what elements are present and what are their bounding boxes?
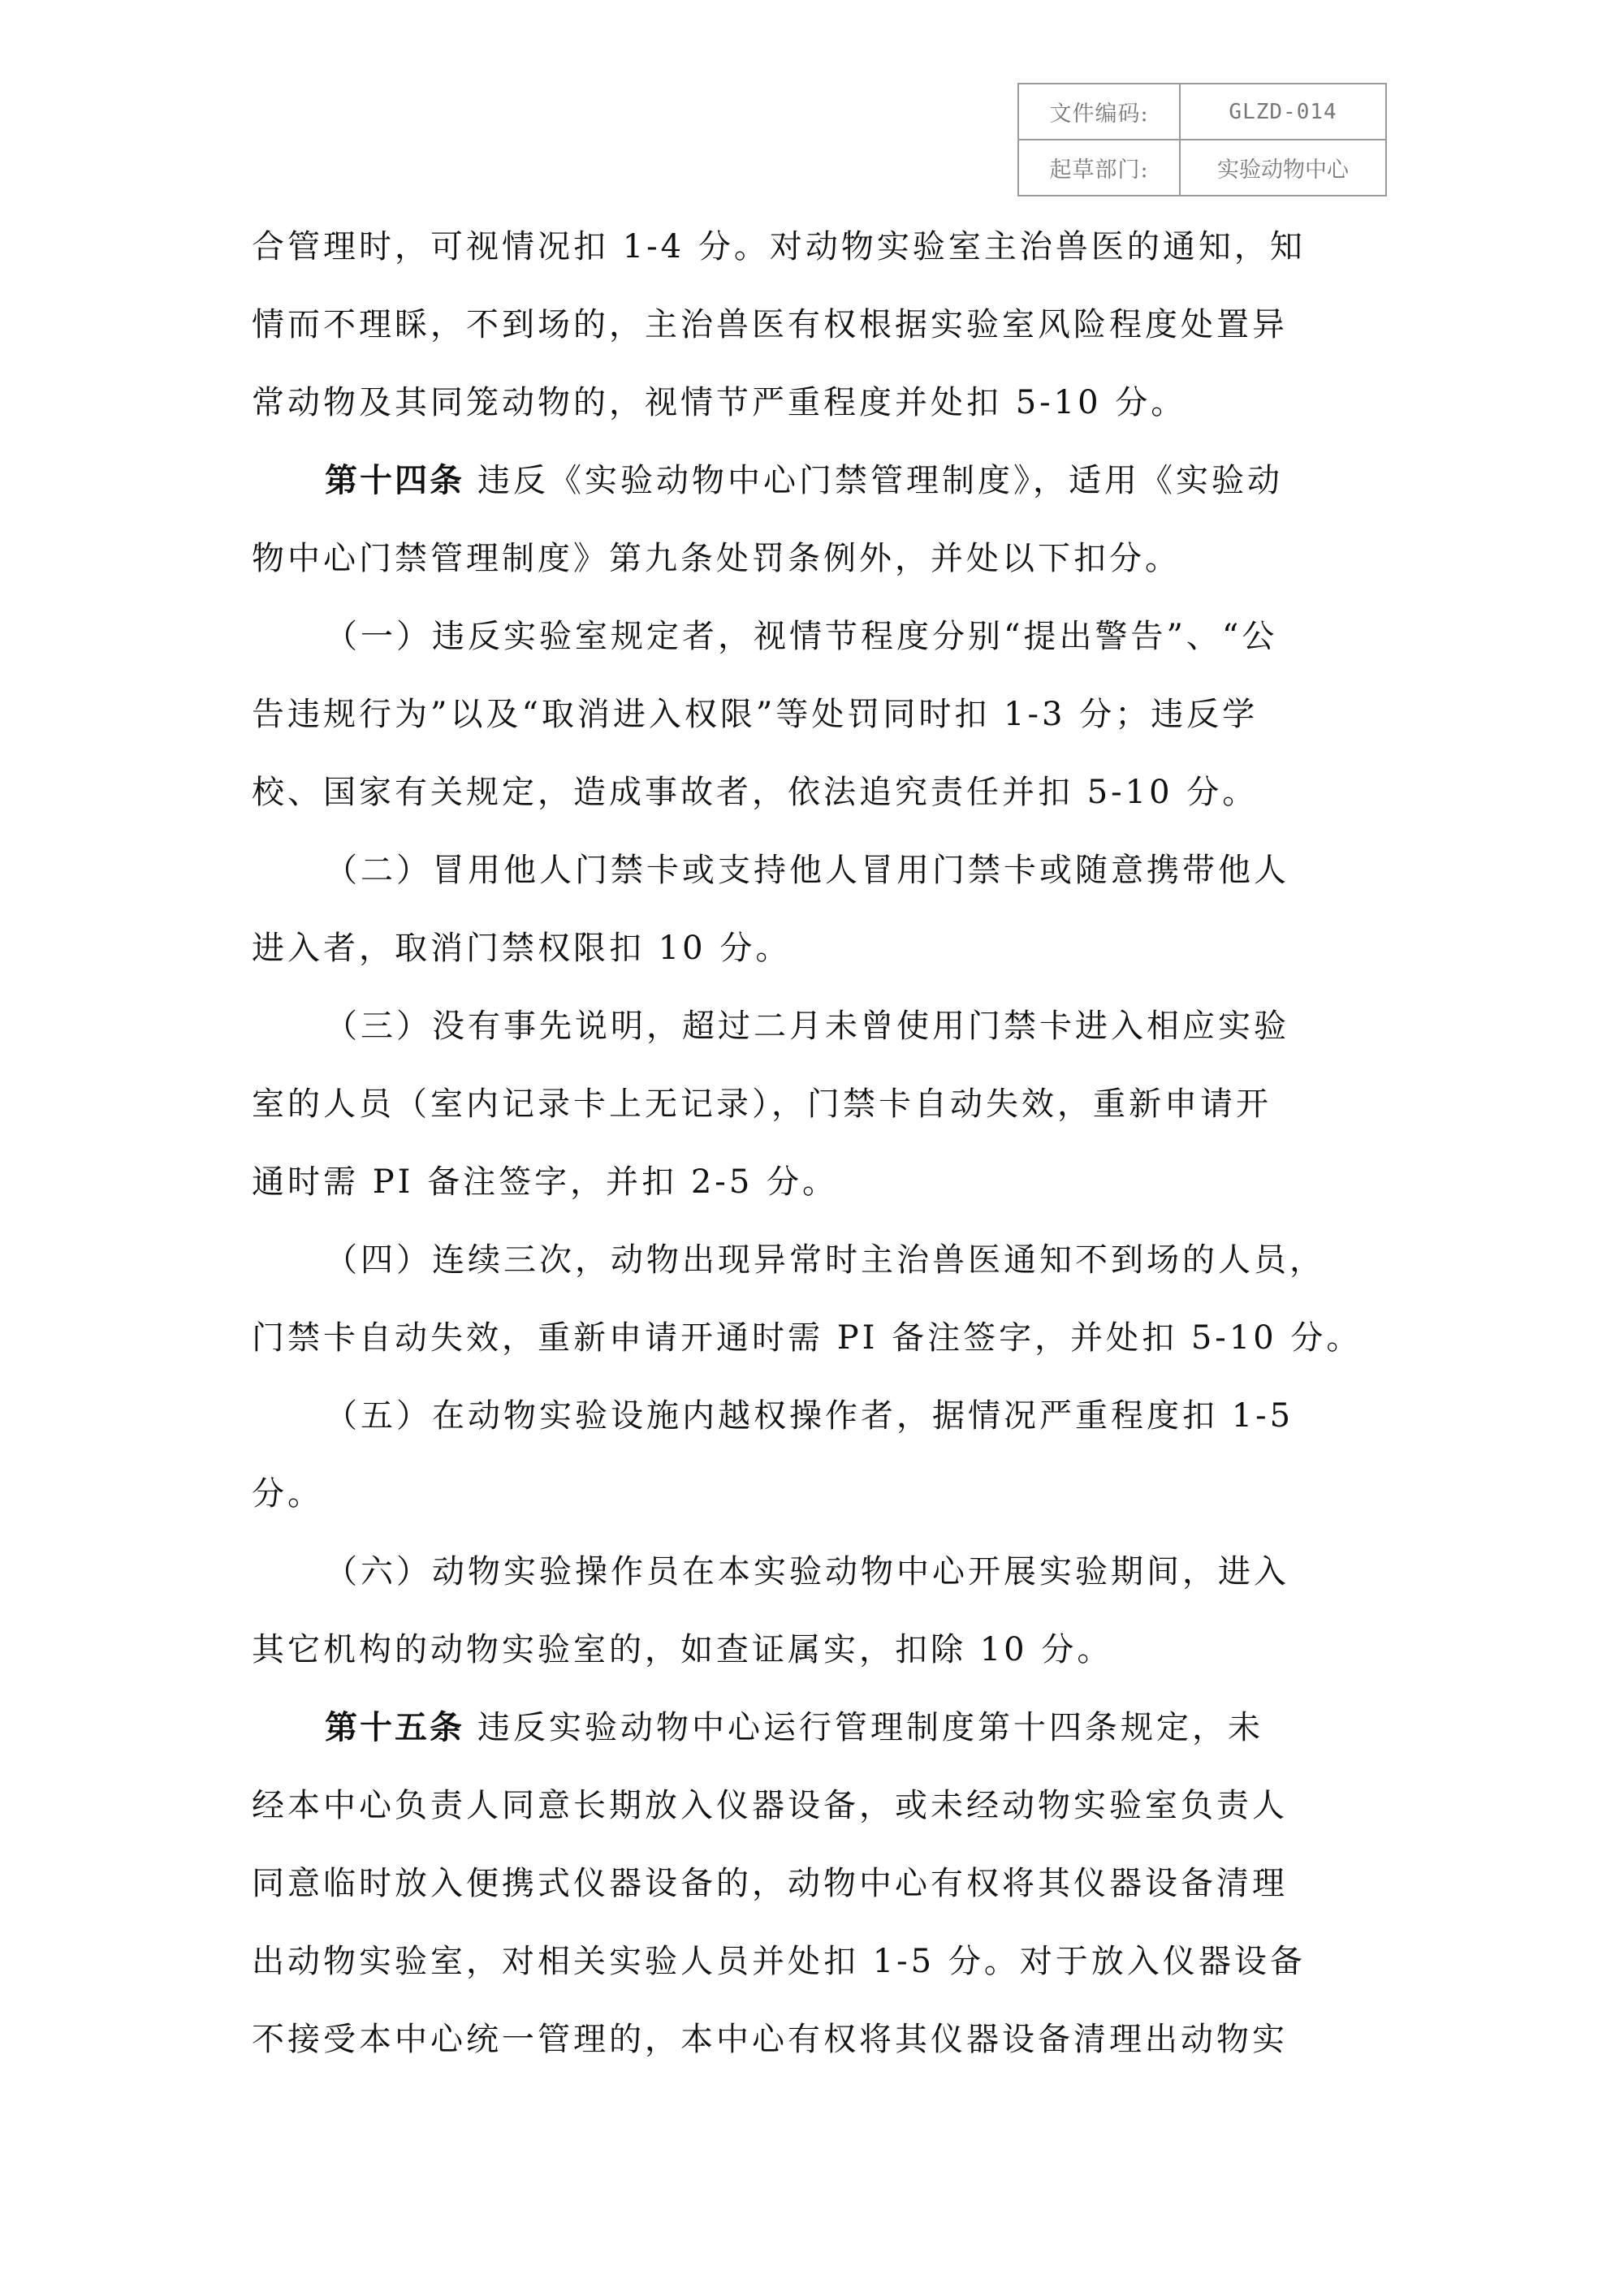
text-line: 室的人员（室内记录卡上无记录），门禁卡自动失效，重新申请开 xyxy=(252,1085,1272,1123)
text-line: 物中心门禁管理制度》第九条处罚条例外，并处以下扣分。 xyxy=(252,540,1181,577)
clause-5-paragraph xyxy=(252,1377,1372,1533)
article-heading: 第十五条 xyxy=(325,1709,464,1746)
text-line: 进入者，取消门禁权限扣 10 分。 xyxy=(252,930,792,967)
text-line xyxy=(252,1689,1372,1767)
text-line: （五）在动物实验设施内越权操作者，据情况严重程度扣 1-5 xyxy=(325,1397,1294,1435)
text-line: （六）动物实验操作员在本实验动物中心开展实验期间，进入 xyxy=(325,1553,1289,1590)
department-label: 起草部门: xyxy=(1018,140,1180,196)
text-line: 通时需 PI 备注签字，并扣 2-5 分。 xyxy=(252,1163,838,1201)
paragraph xyxy=(252,208,1372,442)
text-line: 合管理时，可视情况扣 1-4 分。对动物实验室主治兽医的通知，知 xyxy=(252,228,1306,265)
department-value: 实验动物中心 xyxy=(1180,140,1386,196)
text-line: 情而不理睬，不到场的，主治兽医有权根据实验室风险程度处置异 xyxy=(252,306,1288,343)
clause-1-paragraph xyxy=(252,598,1372,831)
text-line: 不接受本中心统一管理的，本中心有权将其仪器设备清理出动物实 xyxy=(252,2021,1288,2058)
text-line: 出动物实验室，对相关实验人员并处扣 1-5 分。对于放入仪器设备 xyxy=(252,1943,1306,1980)
clause-3-paragraph xyxy=(252,987,1372,1221)
clause-6-paragraph xyxy=(252,1533,1372,1689)
text-line: （一）违反实验室规定者，视情节程度分别“提出警告”、“公 xyxy=(325,618,1278,655)
article-text: 违反《实验动物中心门禁管理制度》，适用《实验动 xyxy=(477,462,1283,499)
file-code-value: GLZD-014 xyxy=(1180,84,1386,140)
file-code-label: 文件编码: xyxy=(1018,84,1180,140)
clause-2-paragraph xyxy=(252,831,1372,987)
text-line: （三）没有事先说明，超过二月未曾使用门禁卡进入相应实验 xyxy=(325,1008,1289,1045)
text-line: 告违规行为”以及“取消进入权限”等处罚同时扣 1-3 分；违反学 xyxy=(252,696,1259,733)
document-body xyxy=(252,208,1372,2078)
article-15-paragraph xyxy=(252,1689,1372,2078)
text-line: （二）冒用他人门禁卡或支持他人冒用门禁卡或随意携带他人 xyxy=(325,852,1289,889)
clause-4-paragraph xyxy=(252,1221,1372,1377)
text-line xyxy=(252,442,1372,520)
text-line: 门禁卡自动失效，重新申请开通时需 PI 备注签字，并处扣 5-10 分。 xyxy=(252,1319,1363,1357)
document-info-table xyxy=(1017,83,1387,196)
article-text: 违反实验动物中心运行管理制度第十四条规定，未 xyxy=(477,1709,1263,1746)
file-code-row xyxy=(1018,84,1386,140)
text-line: 经本中心负责人同意长期放入仪器设备，或未经动物实验室负责人 xyxy=(252,1787,1288,1824)
article-heading: 第十四条 xyxy=(325,462,464,499)
text-line: （四）连续三次，动物出现异常时主治兽医通知不到场的人员， xyxy=(325,1241,1325,1279)
text-line: 常动物及其同笼动物的，视情节严重程度并处扣 5-10 分。 xyxy=(252,384,1187,421)
text-line: 其它机构的动物实验室的，如查证属实，扣除 10 分。 xyxy=(252,1631,1113,1668)
text-line: 分。 xyxy=(252,1475,323,1513)
article-14-paragraph xyxy=(252,442,1372,598)
department-row xyxy=(1018,140,1386,196)
text-line: 同意临时放入便携式仪器设备的，动物中心有权将其仪器设备清理 xyxy=(252,1865,1288,1902)
text-line: 校、国家有关规定，造成事故者，依法追究责任并扣 5-10 分。 xyxy=(252,774,1259,811)
